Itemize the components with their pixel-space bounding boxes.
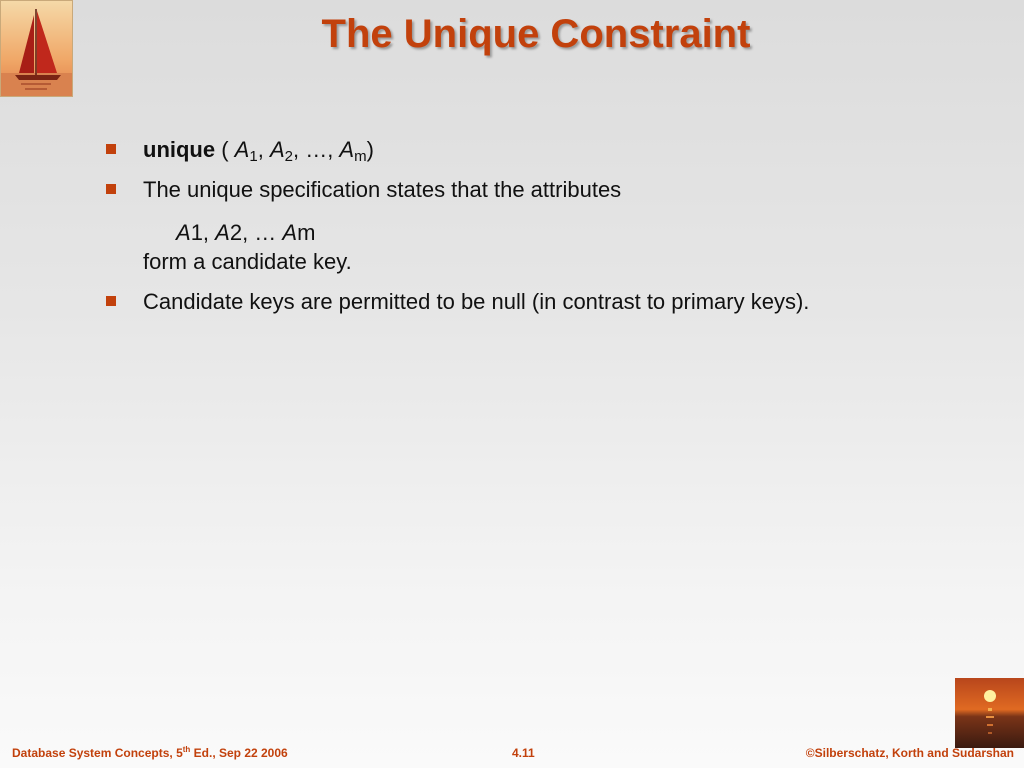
text: Ed., Sep 22 2006	[190, 746, 288, 760]
bullet-text: Candidate keys are permitted to be null (in contrast to primary keys).	[143, 289, 810, 314]
sunset-image	[955, 678, 1024, 748]
text: Database System Concepts, 5	[12, 746, 183, 760]
bullet-list	[106, 136, 986, 316]
text: )	[366, 137, 374, 162]
attr-symbol: A	[234, 137, 250, 162]
footer-left	[12, 746, 288, 760]
subscript: m	[354, 148, 367, 165]
square-bullet-icon	[106, 144, 116, 154]
slide-title: The Unique Constraint	[321, 12, 751, 56]
text: , …,	[292, 137, 340, 162]
footer-copyright: ©Silberschatz, Korth and Sudarshan	[805, 746, 1014, 760]
attribute-list	[143, 218, 986, 248]
subscript: 1	[249, 148, 258, 165]
attr-symbol: A	[176, 220, 191, 245]
bullet-tail: form a candidate key.	[143, 249, 352, 274]
bullet-item	[106, 136, 986, 164]
square-bullet-icon	[106, 184, 116, 194]
bullet-item	[106, 288, 986, 316]
attr-symbol: A	[282, 220, 298, 245]
page-number: 4.11	[512, 746, 535, 760]
text: 2, …	[229, 220, 283, 245]
bullet-text: The unique specification states that the attributes	[143, 177, 622, 202]
bullet-item	[106, 176, 986, 276]
subscript: 2	[284, 148, 293, 165]
attr-symbol: A	[269, 137, 285, 162]
attr-symbol: A	[339, 137, 355, 162]
superscript: th	[182, 745, 191, 754]
keyword-unique: unique	[143, 137, 216, 162]
text: m	[297, 220, 316, 245]
square-bullet-icon	[106, 296, 116, 306]
text: 1,	[190, 220, 216, 245]
text: (	[215, 137, 235, 162]
text: ,	[257, 137, 270, 162]
attr-symbol: A	[215, 220, 230, 245]
